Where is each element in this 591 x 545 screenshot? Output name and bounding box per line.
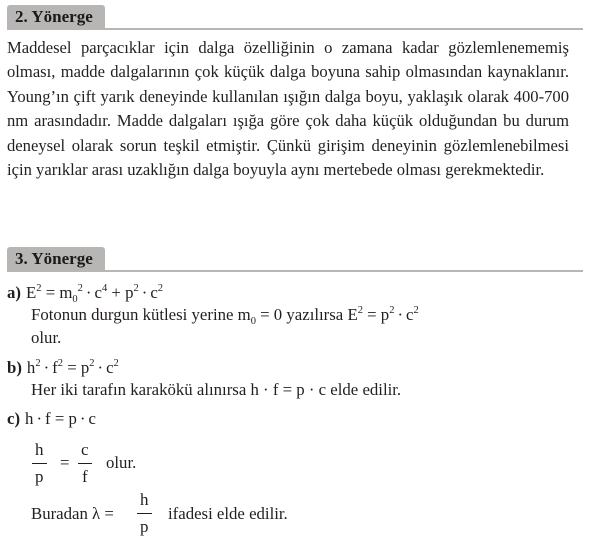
step-c-prefix: Buradan λ = <box>31 504 114 523</box>
section-3-rule <box>7 270 583 272</box>
step-c-ending: ifadesi elde edilir. <box>168 504 288 523</box>
step-a-continuation: olur. <box>31 328 62 347</box>
equals-sign-1: = <box>60 453 70 472</box>
step-c-suffix: olur. <box>106 453 137 472</box>
step-a-label: a) <box>7 283 21 302</box>
fraction-lambda: h p <box>137 490 152 537</box>
fraction-c-over-f: c f <box>78 440 92 487</box>
step-a-explanation: Fotonun durgun kütlesi yerine $m_0 = 0$ yazılırsa $E^2 = p^2 \cdot c^2$ <box>31 305 419 327</box>
fraction-h-over-p: h p <box>32 440 47 487</box>
section-2-header: 2. Yönerge <box>7 5 105 29</box>
step-a-equation: a) $E^2 = m_0^2 \cdot c^4 + p^2 \cdot c^2$ <box>7 283 164 305</box>
step-b-label: b) <box>7 358 22 377</box>
section-2-rule <box>7 28 583 30</box>
step-a-text: Fotonun durgun kütlesi yerine <box>31 305 234 324</box>
section-2-paragraph: Maddesel parçacıklar için dalga özelliğinin o zamana kadar gözlemlenememiş olması, madde dalgalarının çok küçük dalga boyuna sahip olmasından kaynaklanır. Young’ın çift yarık deneyinde kullanılan ışığın dalga boyu, yaklaşık olarak 400-700 nm arasındadır. Madde dalgaları ışığa göre çok daha küçük olduğundan bu durum deneysel olarak sorun teşkil etmiştir. Çünkü girişim deneyinin gözlemlenebilmesi için yarıklar arası uzaklığın dalga boyuyla aynı mertebede olması gerekmektedir. <box>7 38 569 180</box>
section-3-header: 3. Yönerge <box>7 247 105 271</box>
step-b-equation: b) $h^2 \cdot f^2 = p^2 \cdot c^2$ <box>7 358 119 377</box>
step-c-equation: c) h · f = p · c <box>7 409 96 428</box>
step-a-text2: yazılırsa <box>286 305 344 324</box>
step-b-explanation: Her iki tarafın karakökü alınırsa h · f = p · c elde edilir. <box>31 380 402 399</box>
step-c-label: c) <box>7 409 21 428</box>
